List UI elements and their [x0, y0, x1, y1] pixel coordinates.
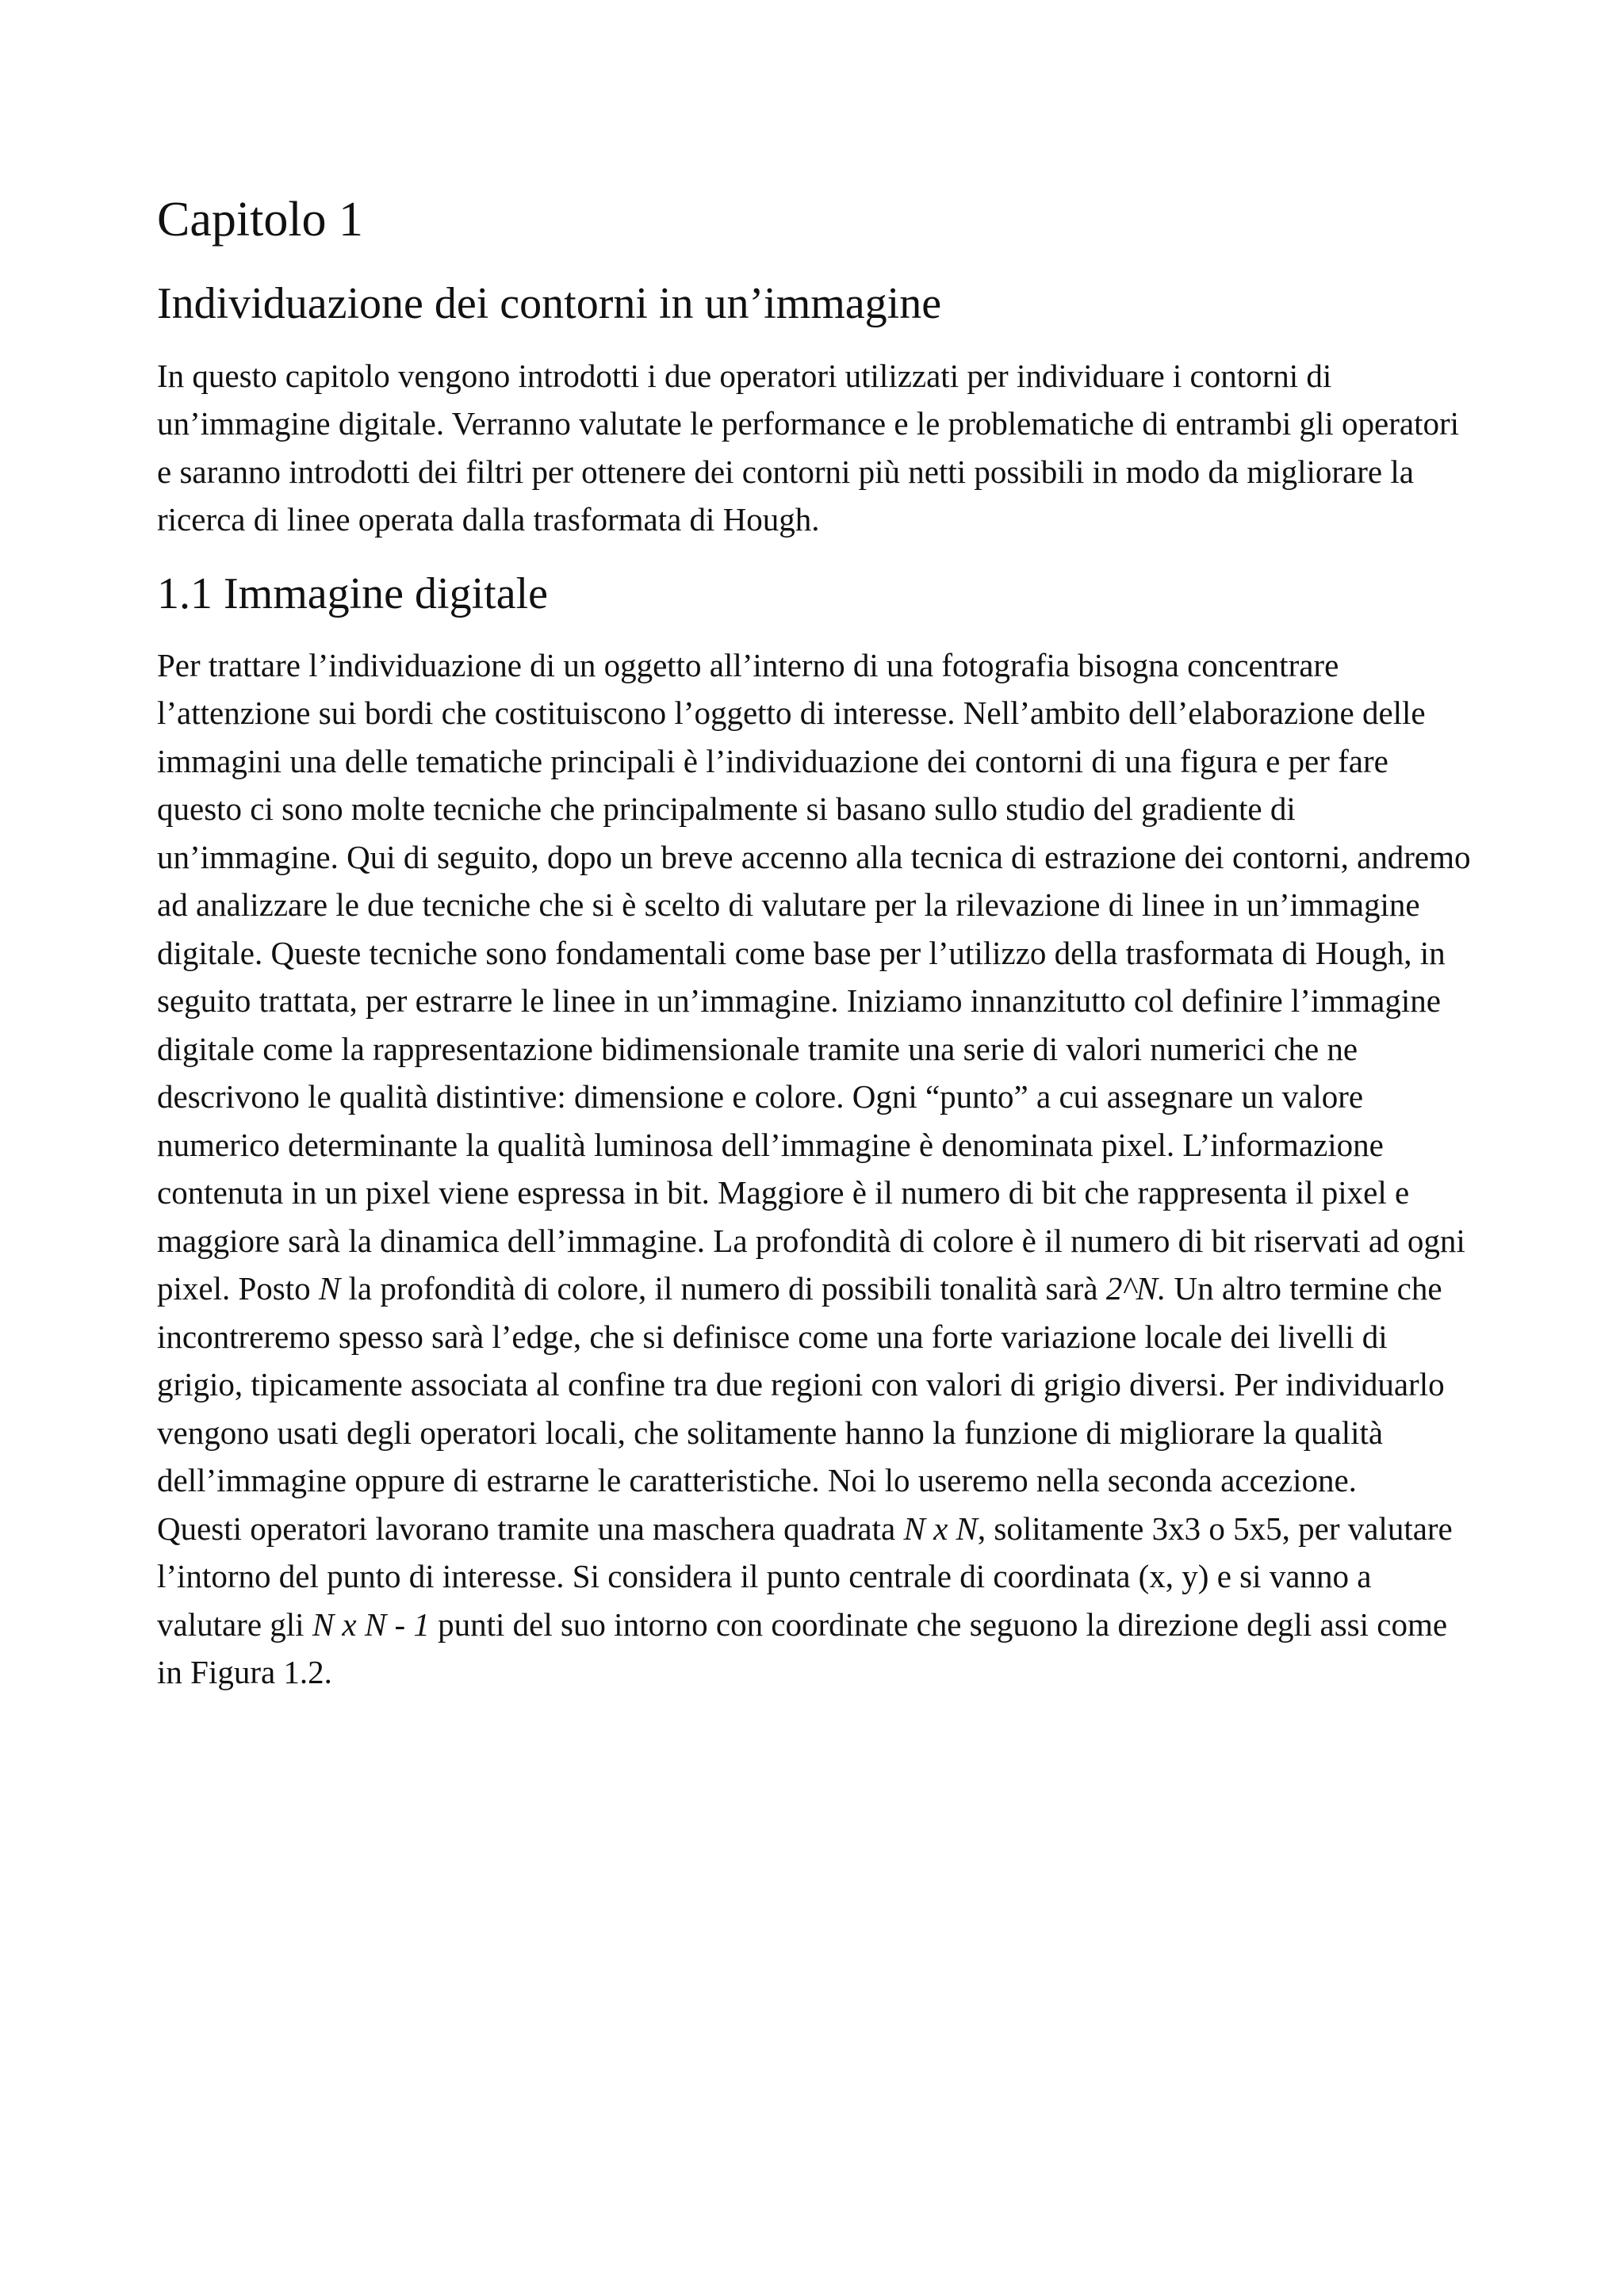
paragraph-1-text-c: Un altro termine che incontreremo spesso sarà l’edge, che si definisce come una forte variazione locale dei livelli di grigio, tipicamente associata al confine tra due regioni con valori di grigio diversi. Per individuarlo vengono usati degli operatori locali, che solitamente hanno la funzione di migliorare la qualità dell’immagine oppure di estrarne le caratteristiche. Noi lo useremo nella seconda accezione. [157, 1270, 1445, 1499]
chapter-intro-paragraph: In questo capitolo vengono introdotti i due operatori utilizzati per individuare i contorni di un’immagine digitale. Verranno valutate le performance e le problematiche di entrambi gli operatori e saranno introdotti dei filtri per ottenere dei contorni più netti possibili in modo da migliorare la ricerca di linee operata dalla trasformata di Hough. [157, 357, 1460, 538]
chapter-title: Individuazione dei contorni in un’immagine [157, 279, 942, 329]
paragraph-2-text-a: Questi operatori lavorano tramite una maschera quadrata [157, 1510, 904, 1547]
document-page [157, 190, 1473, 1697]
paragraph-2-text-c: punti del suo intorno con coordinate che seguono la direzione degli assi come in Figura 1.2. [157, 1605, 1448, 1691]
paragraph-1-text-b: la profondità di colore, il numero di possibili tonalità sarà [340, 1270, 1106, 1307]
body-paragraph-2 [157, 1505, 1473, 1697]
section-title: 1.1 Immagine digitale [157, 568, 548, 618]
paragraph-1-italic-2n: 2^N. [1105, 1270, 1166, 1307]
chapter-number: Capitolo 1 [157, 193, 364, 247]
paragraph-2-italic-nxn-1: N x N - 1 [312, 1605, 430, 1643]
paragraph-2-italic-nxn: N x N [903, 1510, 978, 1547]
section-body [157, 641, 1473, 1697]
body-paragraph-1 [157, 641, 1473, 1505]
paragraph-1-text-a: Per trattare l’individuazione di un oggetto all’interno di una fotografia bisogna concentrare l’attenzione sui bordi che costituiscono l’oggetto di interesse. Nell’ambito dell’elaborazione delle immagini una delle tematiche principali è l’individuazione dei contorni di una figura e per fare questo ci sono molte tecniche che principalmente si basano sullo studio del gradiente di un’immagine. Qui di seguito, dopo un breve accenno alla tecnica di estrazione dei contorni, andremo ad analizzare le due tecniche che si è scelto di valutare per la rilevazione di linee in un’immagine digitale. Queste tecniche sono fondamentali come base per l’utilizzo della trasformata di Hough, in seguito trattata, per estrarre le linee in un’immagine. Iniziamo innanzitutto col definire l’immagine digitale come la rappresentazione bidimensionale tramite una serie di valori numerici che ne descrivono le qualità distintive: dimensione e colore. Ogni “punto” a cui assegnare un valore numerico determinante la qualità luminosa dell’immagine è denominata pixel. L’informazione contenuta in un pixel viene espressa in bit. Maggiore è il numero di bit che rappresenta il pixel e maggiore sarà la dinamica dell’immagine. La profondità di colore è il numero di bit riservati ad ogni pixel. Posto [157, 646, 1471, 1307]
paragraph-2-text-b: , solitamente 3x3 o 5x5, per valutare l’intorno del punto di interesse. Si considera il punto centrale di coordinata (x, y) e si vanno a valutare gli [157, 1510, 1453, 1643]
paragraph-1-italic-n: N [318, 1270, 341, 1307]
